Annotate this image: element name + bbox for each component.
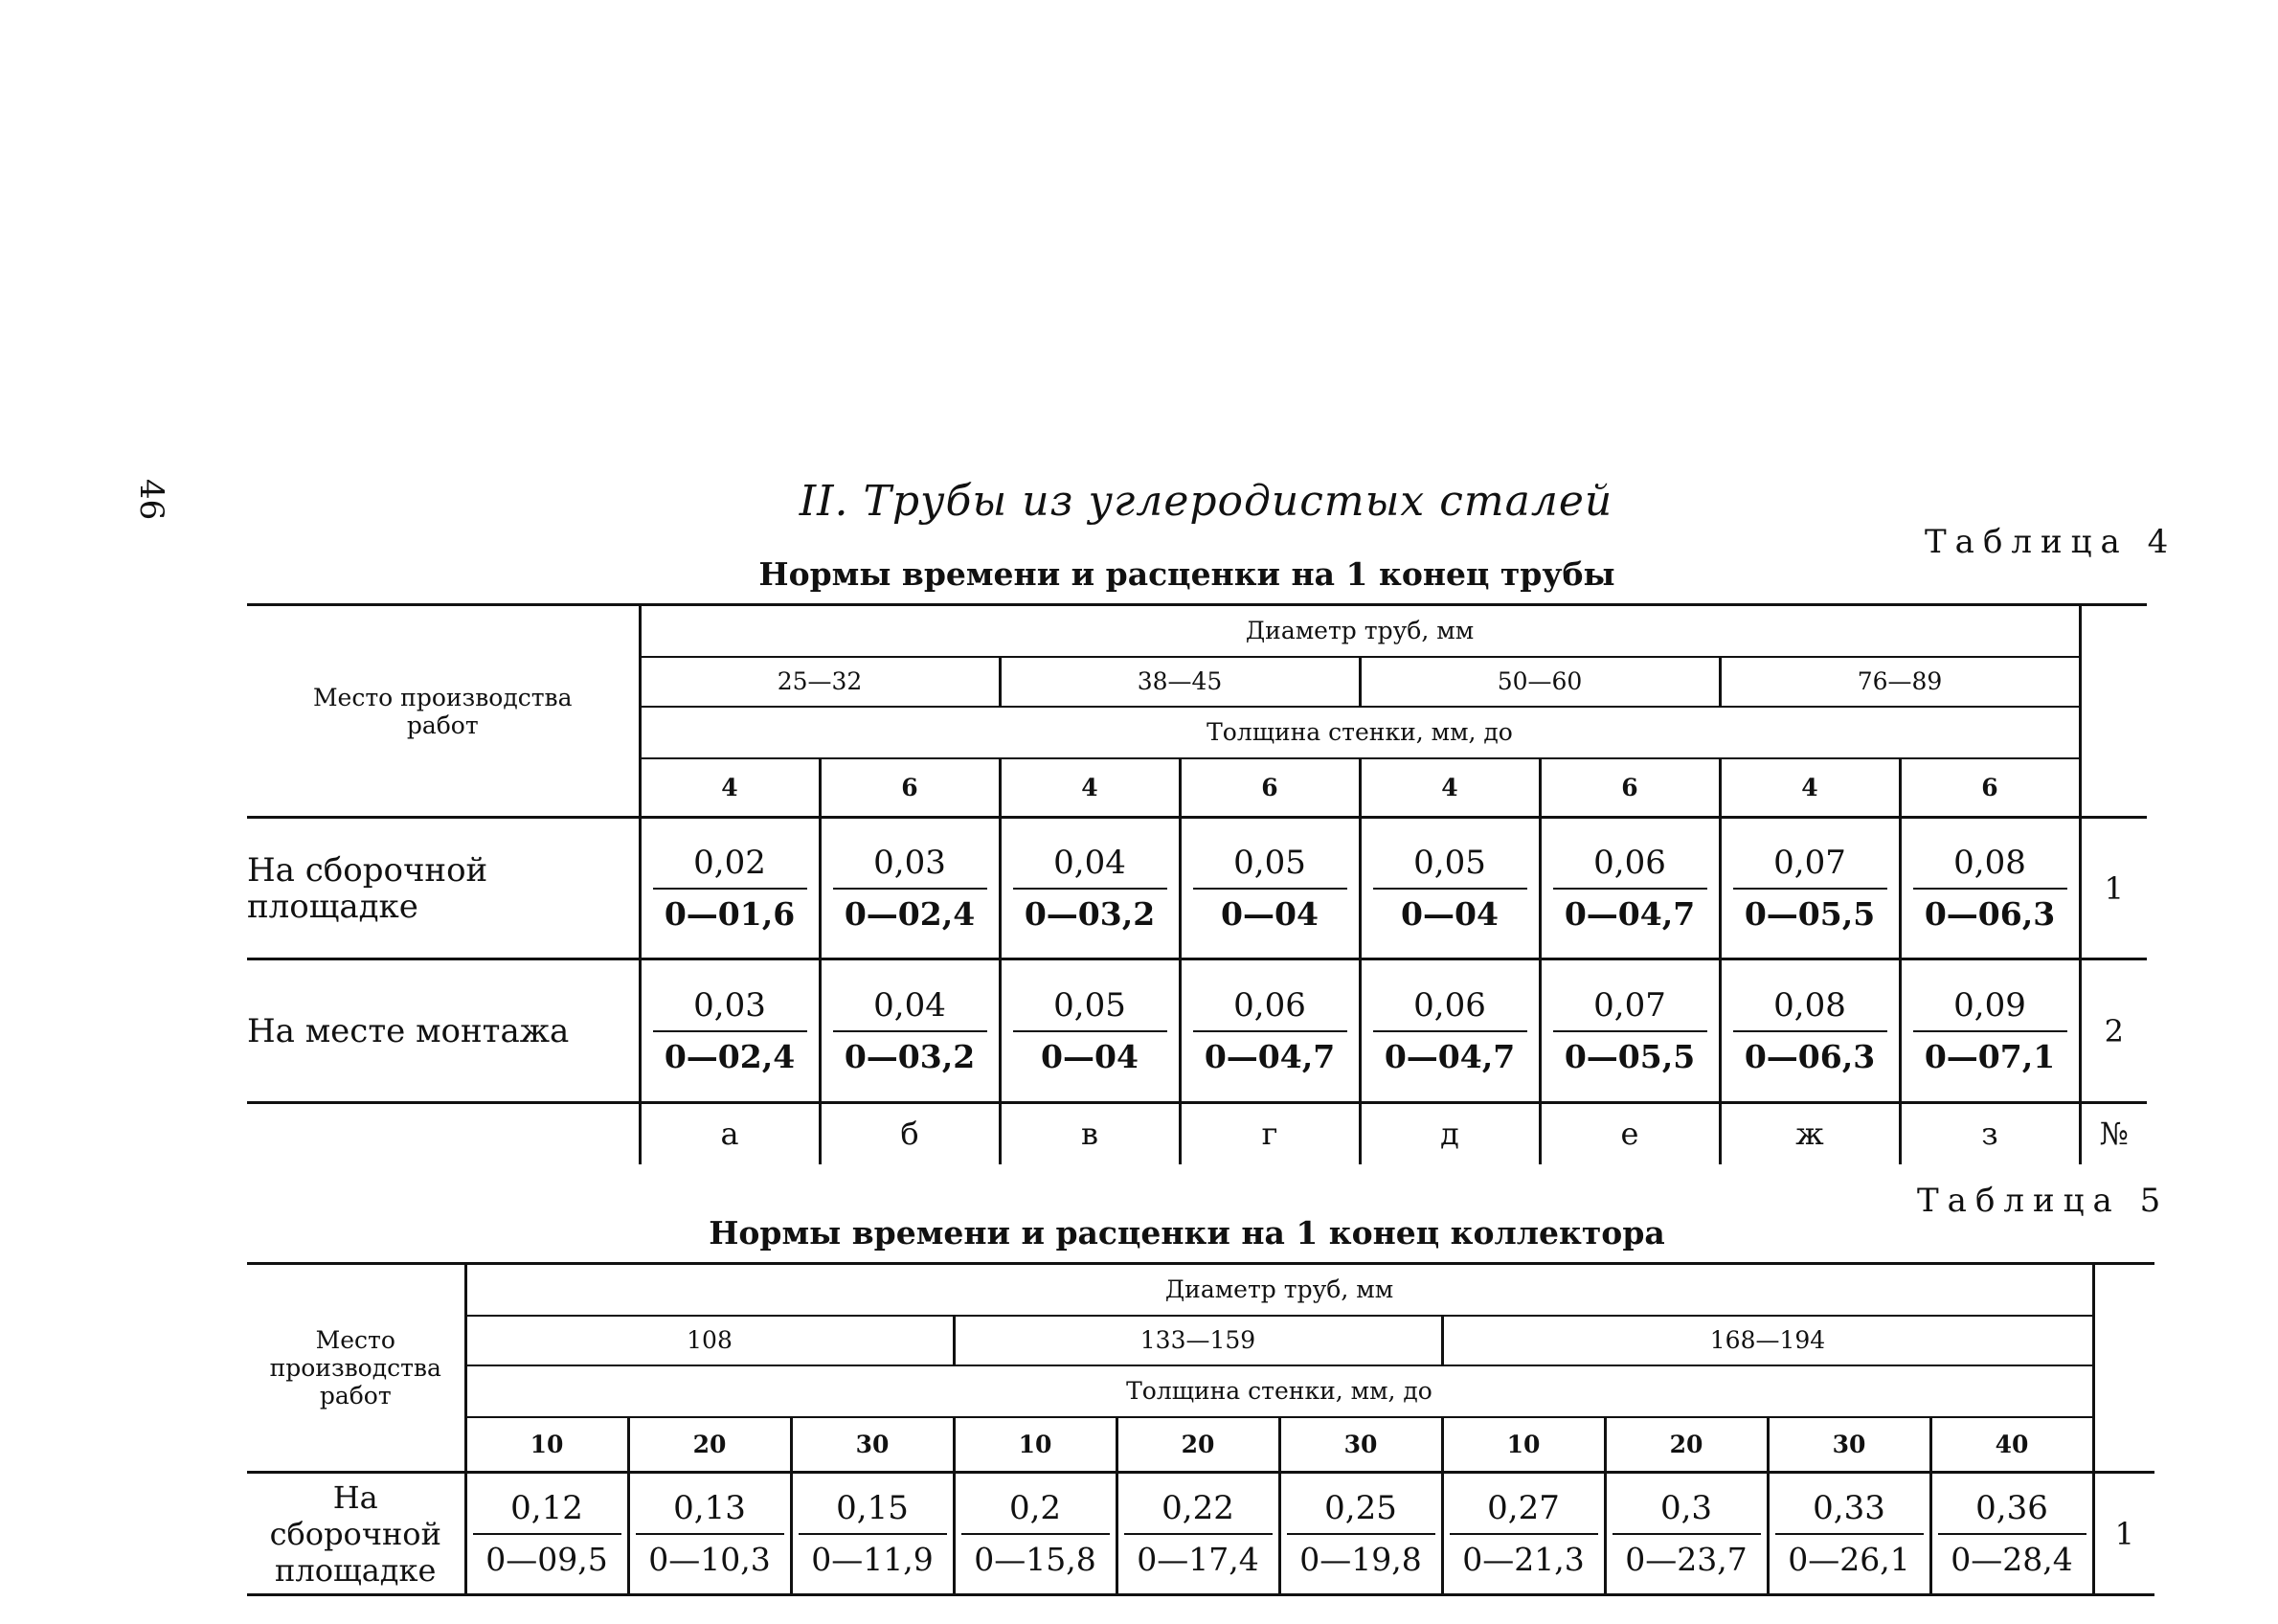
norm-value: 0,25 bbox=[1287, 1489, 1435, 1535]
table4-thickness: 4 bbox=[1360, 758, 1540, 818]
table4-thickness: 6 bbox=[1981, 773, 1998, 801]
table5-diameter: 133—159 bbox=[954, 1316, 1442, 1365]
rate-value: 0—02,4 bbox=[844, 895, 976, 933]
norm-value: 0,03 bbox=[653, 986, 807, 1032]
norm-value: 0,13 bbox=[636, 1489, 784, 1535]
table4-thickness-header: Толщина стенки, мм, до bbox=[1207, 718, 1513, 746]
rate-value: 0—01,6 bbox=[664, 895, 796, 933]
table4-diameter: 50—60 bbox=[1360, 657, 1720, 707]
norm-value: 0,05 bbox=[1013, 986, 1167, 1032]
norm-value: 0,2 bbox=[961, 1489, 1110, 1535]
column-letter: ж bbox=[1720, 1103, 1900, 1164]
table4-diameter: 76—89 bbox=[1857, 667, 1943, 695]
rate-value: 0—03,2 bbox=[1024, 895, 1156, 933]
table5-diameter: 168—194 bbox=[1709, 1326, 1826, 1354]
column-letter: г bbox=[1180, 1103, 1360, 1164]
rate-value: 0—05,5 bbox=[1564, 1038, 1696, 1075]
table4-thickness: 6 bbox=[1180, 758, 1360, 818]
norm-value: 0,08 bbox=[1913, 844, 2067, 890]
norm-value: 0,09 bbox=[1913, 986, 2067, 1032]
norm-value: 0,06 bbox=[1373, 986, 1527, 1032]
num-symbol: № bbox=[2099, 1116, 2129, 1153]
table4-row-place: На сборочной площадке bbox=[247, 818, 640, 959]
rate-value: 0—04 bbox=[1221, 895, 1319, 933]
table5 bbox=[247, 1262, 2154, 1596]
table4-thickness: 4 bbox=[1720, 758, 1900, 818]
table5-thickness: 30 bbox=[1279, 1417, 1442, 1473]
norm-value: 0,27 bbox=[1450, 1489, 1598, 1535]
norm-value: 0,03 bbox=[833, 844, 987, 890]
table5-thickness: 30 bbox=[791, 1417, 954, 1473]
norm-value: 0,08 bbox=[1733, 986, 1887, 1032]
column-letter: в bbox=[1000, 1103, 1180, 1164]
table4-thickness: 4 bbox=[640, 758, 820, 818]
table5-row-place: На сборочной площадке bbox=[247, 1473, 465, 1595]
table5-diameter-header: Диаметр труб, мм bbox=[465, 1264, 2093, 1316]
table4-row bbox=[247, 959, 2147, 1103]
rate-value: 0—03,2 bbox=[844, 1038, 976, 1075]
rate-value: 0—04,7 bbox=[1204, 1038, 1336, 1075]
table4-place-header: Место производства работ bbox=[247, 605, 640, 818]
norm-value: 0,06 bbox=[1193, 986, 1347, 1032]
table5-caption: Нормы времени и расценки на 1 конец коллектора bbox=[709, 1214, 1665, 1252]
table5-label: Таблица 5 bbox=[1917, 1182, 2170, 1220]
rate-value: 0—06,3 bbox=[1924, 895, 2056, 933]
table4-row-place: На месте монтажа bbox=[247, 959, 640, 1103]
norm-value: 0,36 bbox=[1938, 1489, 2086, 1535]
section-title: II. Трубы из углеродистых сталей bbox=[799, 477, 1613, 526]
rate-value: 0—04,7 bbox=[1384, 1038, 1516, 1075]
rate-value: 0—04 bbox=[1401, 895, 1499, 933]
column-letter: з bbox=[1900, 1103, 2080, 1164]
table4-diameter-header: Диаметр труб, мм bbox=[640, 605, 2080, 657]
table5-thickness: 10 bbox=[465, 1417, 628, 1473]
table4-thickness: 4 bbox=[1000, 758, 1180, 818]
rate-value: 0—10,3 bbox=[648, 1541, 771, 1578]
rate-value: 0—21,3 bbox=[1462, 1541, 1585, 1578]
column-letter: д bbox=[1360, 1103, 1540, 1164]
table5-thickness: 20 bbox=[628, 1417, 791, 1473]
table4-thickness: 6 bbox=[820, 758, 1000, 818]
norm-value: 0,04 bbox=[833, 986, 987, 1032]
norm-value: 0,15 bbox=[799, 1489, 947, 1535]
table5-thickness: 20 bbox=[1116, 1417, 1279, 1473]
page-number: 46 bbox=[132, 479, 170, 521]
column-letter: б bbox=[820, 1103, 1000, 1164]
column-letter: а bbox=[640, 1103, 820, 1164]
table4-row bbox=[247, 818, 2147, 959]
row-number: 2 bbox=[2104, 1012, 2124, 1049]
table5-diameter: 108 bbox=[465, 1316, 954, 1365]
row-number: 1 bbox=[2104, 869, 2124, 907]
norm-value: 0,12 bbox=[473, 1489, 621, 1535]
column-letter: е bbox=[1540, 1103, 1720, 1164]
rate-value: 0—28,4 bbox=[1951, 1541, 2073, 1578]
rate-value: 0—26,1 bbox=[1788, 1541, 1910, 1578]
table5-thickness: 10 bbox=[954, 1417, 1116, 1473]
row-number: 1 bbox=[2114, 1515, 2134, 1552]
rate-value: 0—19,8 bbox=[1299, 1541, 1422, 1578]
table5-place-header: Место производства работ bbox=[247, 1264, 465, 1473]
rate-value: 0—17,4 bbox=[1137, 1541, 1259, 1578]
table5-row bbox=[247, 1473, 2154, 1595]
table4 bbox=[247, 603, 2147, 1164]
rate-value: 0—04,7 bbox=[1564, 895, 1696, 933]
rate-value: 0—04 bbox=[1041, 1038, 1139, 1075]
norm-value: 0,22 bbox=[1124, 1489, 1273, 1535]
table4-caption: Нормы времени и расценки на 1 конец трубы bbox=[758, 555, 1615, 593]
table5-thickness: 30 bbox=[1768, 1417, 1930, 1473]
rate-value: 0—07,1 bbox=[1924, 1038, 2056, 1075]
norm-value: 0,04 bbox=[1013, 844, 1167, 890]
norm-value: 0,02 bbox=[653, 844, 807, 890]
norm-value: 0,3 bbox=[1613, 1489, 1761, 1535]
rate-value: 0—06,3 bbox=[1744, 1038, 1876, 1075]
table5-thickness: 20 bbox=[1605, 1417, 1768, 1473]
norm-value: 0,07 bbox=[1733, 844, 1887, 890]
norm-value: 0,07 bbox=[1553, 986, 1707, 1032]
rate-value: 0—05,5 bbox=[1744, 895, 1876, 933]
table5-thickness: 10 bbox=[1442, 1417, 1605, 1473]
norm-value: 0,05 bbox=[1193, 844, 1347, 890]
rate-value: 0—11,9 bbox=[811, 1541, 934, 1578]
norm-value: 0,06 bbox=[1553, 844, 1707, 890]
rate-value: 0—09,5 bbox=[485, 1541, 608, 1578]
table4-diameter: 38—45 bbox=[1000, 657, 1360, 707]
norm-value: 0,05 bbox=[1373, 844, 1527, 890]
table4-thickness: 6 bbox=[1540, 758, 1720, 818]
rate-value: 0—15,8 bbox=[974, 1541, 1096, 1578]
rate-value: 0—23,7 bbox=[1625, 1541, 1748, 1578]
rate-value: 0—02,4 bbox=[664, 1038, 796, 1075]
table5-thickness: 40 bbox=[1995, 1430, 2029, 1458]
table4-diameter: 25—32 bbox=[640, 657, 1000, 707]
table5-thickness-header: Толщина стенки, мм, до bbox=[1126, 1377, 1432, 1405]
norm-value: 0,33 bbox=[1775, 1489, 1924, 1535]
table4-label: Таблица 4 bbox=[1925, 523, 2177, 561]
